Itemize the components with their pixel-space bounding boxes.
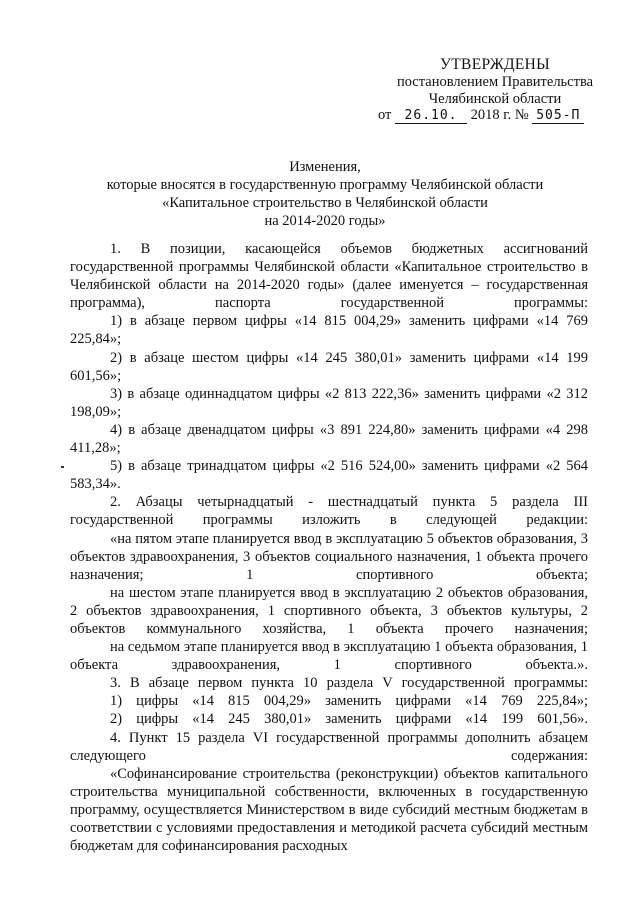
paragraph: 1) цифры «14 815 004,29» заменить цифрами «14 769 225,84»; [110, 693, 588, 710]
approval-date-row [378, 107, 584, 124]
document-number: 505-П [532, 109, 584, 124]
paragraph: на седьмом этапе планируется ввод в эксплуатацию 1 объекта образования, 1 объекта здравоохранения, 1 спортивного объекта.». [70, 639, 588, 674]
paragraph: на шестом этапе планируется ввод в эксплуатацию 2 объектов образования, 2 объектов здравоохранения, 1 спортивного объекта, 3 объектов культуры, 2 объектов коммунального хозяйства, 1 объекта прочего назначения; [70, 584, 588, 637]
year-text: 2018 г. № [470, 107, 529, 123]
heading-line-3: «Капитальное строительство в Челябинской области [162, 195, 488, 211]
approval-stamp [380, 56, 610, 108]
heading-line-4: на 2014-2020 годы» [264, 213, 386, 229]
paragraph: 1) в абзаце первом цифры «14 815 004,29» заменить цифрами «14 769 225,84»; [70, 313, 588, 348]
paragraph: 4. Пункт 15 раздела VI государственной программы дополнить абзацем следующего содержания: [70, 729, 588, 764]
approval-title: УТВЕРЖДЕНЫ [440, 56, 550, 73]
scan-mark [61, 466, 64, 468]
date-value: 26.10. [395, 109, 467, 124]
heading-line-1: Изменения, [289, 159, 361, 175]
document-body [70, 240, 588, 855]
heading-line-2: которые вносятся в государственную программу Челябинской области [106, 177, 544, 193]
paragraph: 3) в абзаце одиннадцатом цифры «2 813 222,36» заменить цифрами «2 312 198,09»; [70, 385, 588, 420]
approval-line-1: постановлением Правительства [396, 74, 594, 90]
paragraph: «на пятом этапе планируется ввод в эксплуатацию 5 объектов образования, 3 объектов здравоохранения, 3 объектов социального назначения, 1 объекта прочего назначения; 1 спортивного объекта; [70, 530, 588, 583]
date-prefix: от [378, 107, 392, 123]
paragraph: 2) цифры «14 245 380,01» заменить цифрами «14 199 601,56». [110, 711, 588, 728]
approval-line-2: Челябинской области [428, 91, 562, 107]
paragraph: 5) в абзаце тринадцатом цифры «2 516 524,00» заменить цифрами «2 564 583,34». [70, 458, 588, 493]
paragraph: 4) в абзаце двенадцатом цифры «3 891 224,80» заменить цифрами «4 298 411,28»; [70, 421, 588, 457]
paragraph: 2) в абзаце шестом цифры «14 245 380,01» заменить цифрами «14 199 601,56»; [70, 349, 588, 384]
paragraph: 3. В абзаце первом пункта 10 раздела V государственной программы: [110, 675, 588, 692]
document-heading [60, 158, 590, 230]
paragraph: 1. В позиции, касающейся объемов бюджетных ассигнований государственной программы Челябинской области «Капитальное строительство в Челябинской области на 2014-2020 годы» (далее именуется – государственная программа), паспорта государственной программы: [70, 241, 588, 312]
paragraph: «Софинансирование строительства (реконструкции) объектов капитального строительства муниципальной собственности, включенных в государственную программу, осуществляется Министерством в виде субсидий местным бюджетам в соответствии с условиями предоставления и методикой расчета субсидий местным бюджетам для софинансирования расходных [70, 765, 588, 855]
paragraph: 2. Абзацы четырнадцатый - шестнадцатый пункта 5 раздела III государственной программы изложить в следующей редакции: [70, 494, 588, 529]
